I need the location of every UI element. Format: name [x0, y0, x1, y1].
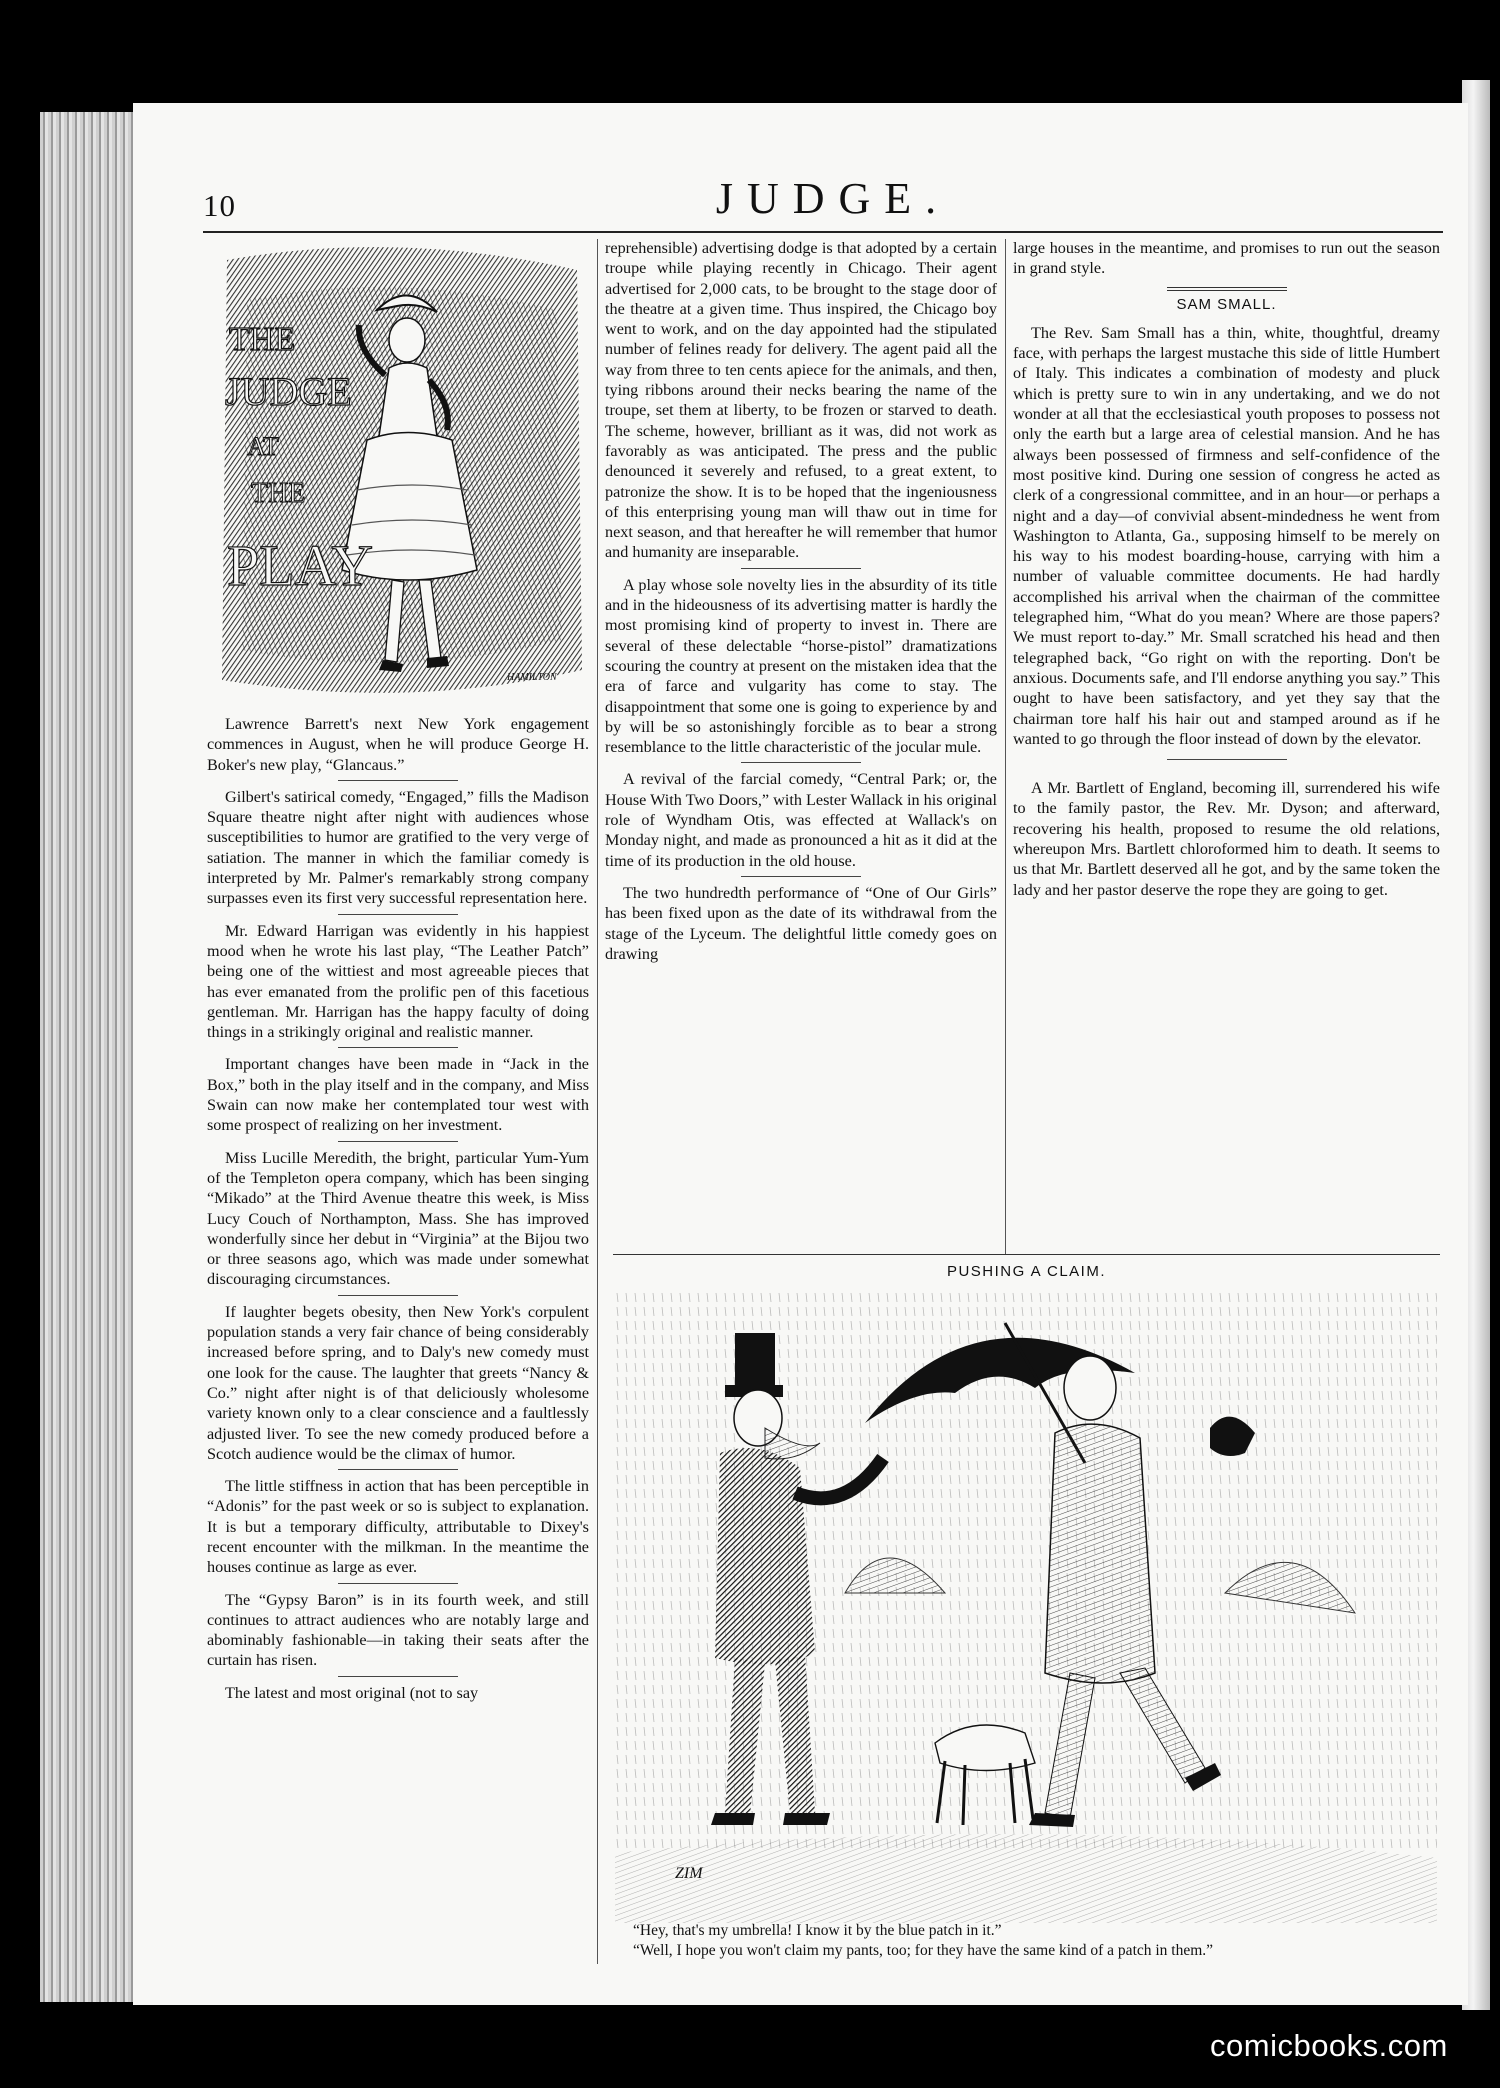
cartoon-engraving [615, 1293, 1437, 1923]
paragraph-rule [338, 1047, 458, 1048]
column-divider [597, 239, 598, 1964]
paragraph-barrett: Lawrence Barrett's next New York engagement commences in August, when he will produce George H. Boker's new play, “Glancaus.” [207, 715, 589, 774]
cartoon-rule [613, 1254, 1440, 1255]
left-column [207, 240, 589, 1703]
right-column [1013, 238, 1440, 900]
header-rule [203, 231, 1443, 233]
paragraph-central-park: A revival of the farcial comedy, “Central Park; or, the House With Two Doors,” with Lester Wallack in his original role of Wyndham Otis, was effected at Wallack's on Monday night, and made as pronounced a hit as it did at the time of its production in the old house. [605, 770, 997, 870]
cartoon-title: PUSHING A CLAIM. [946, 1263, 1107, 1280]
paragraph-rule [741, 762, 861, 763]
paragraph-rule [338, 1141, 458, 1142]
paragraph-rule [338, 1469, 458, 1470]
illustration-signature: HAMILTON [507, 672, 557, 683]
illustration-lettering-play: PLAY [227, 533, 374, 598]
paragraph-rule [741, 876, 861, 877]
paragraph-meredith: Miss Lucille Meredith, the bright, particular Yum-Yum of the Templeton opera company, which has been singing “Mikado” at the Third Avenue theatre this week, is Miss Lucy Couch of Northampton, Mass. She has improved wonderfully since her debut in “Virginia” at the Bijou two or three seasons ago, which was made under somewhat discouraging circumstances. [207, 1148, 589, 1289]
judge-at-the-play-illustration [207, 240, 589, 700]
paragraph-harrigan: Mr. Edward Harrigan was evidently in his happiest mood when he wrote his last play, “The Leather Patch” being one of the wittiest and most agreeable pieces that has ever emanated from the prolific pen of this facetious gentleman. Mr. Harrigan has the happy faculty of doing things in a strikingly original and realistic manner. [207, 921, 589, 1042]
paragraph-adonis: The little stiffness in action that has been perceptible in “Adonis” for the past week or so is subject to explanation. It is but a temporary difficulty, attributable to Dixey's recent encounter with the milkman. In the meantime the houses continue as large as ever. [207, 1477, 589, 1577]
paragraph-cats: reprehensible) advertising dodge is that adopted by a certain troupe while playing recently in Chicago. Their agent advertised for 2,000 cats, to be brought to the stage door of the theatre at a given time. Thus inspired, the Chicago boy went to work, and on the day appointed had the stipulated number of felines ready for delivery. The agent paid all the way from three to ten cents apiece for the animals, and then, tying ribbons around their necks bearing the name of the troupe, set them at liberty, to be frozen or starved to death. The scheme, however, brilliant as it was, did not work as favorably as was anticipated. The press and the public denounced it severely and refused, to a great extent, to patronize the show. It is to be hoped that the ingeniousness of this enterprising young man will thaw out in time for next season, and that hereafter he will remember that humor and humanity are inseparable. [605, 239, 997, 562]
paragraph-one-of-our-girls: The two hundredth performance of “One of Our Girls” has been fixed upon as the date of its withdrawal from the stage of the Lyceum. The delightful little comedy goes on drawing [605, 883, 997, 963]
middle-column [605, 238, 997, 964]
paragraph-sam-small: The Rev. Sam Small has a thin, white, thoughtful, dreamy face, with perhaps the largest mustache this side of little Humbert of Italy. This indicates a combination of modesty and pluck which is pretty sure to win in any undertaking, and we do not wonder at all that the ecclesiastical youth proposes to possess not only the earth but a large area of celestial mansion. And he has always been possessed of firmness and self-confidence of the most positive kind. During one session of congress he acted as clerk of a congressional committee, and in an hour—or perhaps a night and a day—of convivial absent-mindedness he went from Washington to Atlanta, Ga., supposing himself to be merely on his way to his modest boarding-house, carrying with him a number of valuable committee documents. He had hardly accomplished his arrival when the chairman of the committee telegraphed him, “What do you mean? Where are those papers? We must report to-day.” Mr. Small scratched his head and then telegraphed back, “Go right on with the reporting. Don't be anxious. Documents safe, and I'll endorse anything you say.” This ought to have been satisfactory, and yet they say that the chairman tore half his hair out and stamped around as if he wanted to go through the floor instead of down by the elevator. [1013, 323, 1440, 748]
paragraph-horse-pistol: A play whose sole novelty lies in the absurdity of its title and in the hideousness of its advertising matter is hardly the most promising kind of property to invest in. There are several of these delectable “horse-pistol” dramatizations scouring the country at present on the mistaken idea that the era of farce and vulgarity has come to stay. The disappointment that some one is going to experience by and by will be so astonishingly forcible as to bear a strong resemblance to the little characteristic of the jocular mule. [605, 575, 997, 757]
section-title-sam-small: SAM SMALL. [1176, 295, 1277, 313]
site-watermark: comicbooks.com [1210, 2028, 1448, 2063]
illustration-lettering-the2: THE [251, 478, 306, 509]
cartoon-caption-line-2: “Well, I hope you won't claim my pants, too; for they have the same kind of a patch in them.” [633, 1942, 1214, 1959]
magazine-page [133, 103, 1468, 2005]
illustration-lettering-judge: JUDGE [225, 369, 352, 414]
paragraph-rule [338, 1676, 458, 1677]
paragraph-rule [741, 568, 861, 569]
illustration-lettering-the: THE [229, 321, 296, 358]
paragraph-rule [338, 1295, 458, 1296]
paragraph-latest: The latest and most original (not to say [225, 1683, 479, 1702]
cartoon-caption-line-1: “Hey, that's my umbrella! I know it by the blue patch in it.” [633, 1922, 1002, 1939]
column-divider [1005, 239, 1006, 1254]
paragraph-engaged: Gilbert's satirical comedy, “Engaged,” fills the Madison Square theatre night after night with audiences whose susceptibilities to humor are gratified to the very verge of satiation. The manner in which the familiar comedy is interpreted by Mr. Palmer's remarkably strong company surpasses even its first very successful representation here. [207, 787, 589, 908]
paragraph-bartlett: A Mr. Bartlett of England, becoming ill, surrendered his wife to the family pastor, the Rev. Mr. Dyson; and afterward, recovering his health, proposed to resume the old relations, whereupon Mrs. Bartlett chloroformed him to death. It seems to us that Mr. Bartlett deserved all he got, and by the same token the lady and her pastor deserve the rope they are going to get. [1013, 779, 1440, 899]
dancer-engraving [207, 240, 589, 700]
section-rule [1167, 287, 1287, 291]
paragraph-rule [338, 780, 458, 781]
book-page-edges [40, 112, 135, 2002]
illustration-lettering-at: AT [247, 432, 279, 461]
paragraph-jack-in-the-box: Important changes have been made in “Jack in the Box,” both in the play itself and in the company, and Miss Swain can now make her contemplated tour west with some prospect of realizing on her investment. [207, 1055, 589, 1135]
pushing-a-claim-cartoon [615, 1293, 1437, 1923]
paragraph-rule [338, 1583, 458, 1584]
paragraph-rule [338, 914, 458, 915]
paragraph-grand-style: large houses in the meantime, and promises to run out the season in grand style. [1013, 239, 1440, 278]
paragraph-laughter: If laughter begets obesity, then New York's corpulent population stands a very fair chance of being considerably increased before spring, and to Daly's new comedy must one look for the cause. The laughter that greets “Nancy & Co.” night after night is of that deliciously wholesome variety known only to a clear conscience and a faultlessly adjusted liver. To see the new comedy produced before a Scotch audience would be the climax of humor. [207, 1302, 589, 1463]
cartoon-caption [633, 1921, 1433, 1961]
cartoon-signature: ZIM [675, 1865, 703, 1882]
page-number: 10 [203, 188, 236, 223]
masthead-title: JUDGE. [715, 174, 951, 223]
paragraph-rule [1167, 759, 1287, 760]
paragraph-gypsy-baron: The “Gypsy Baron” is in its fourth week, and still continues to attract audiences who are notably large and abominably fashionable—in taking their seats after the curtain has risen. [207, 1590, 589, 1670]
